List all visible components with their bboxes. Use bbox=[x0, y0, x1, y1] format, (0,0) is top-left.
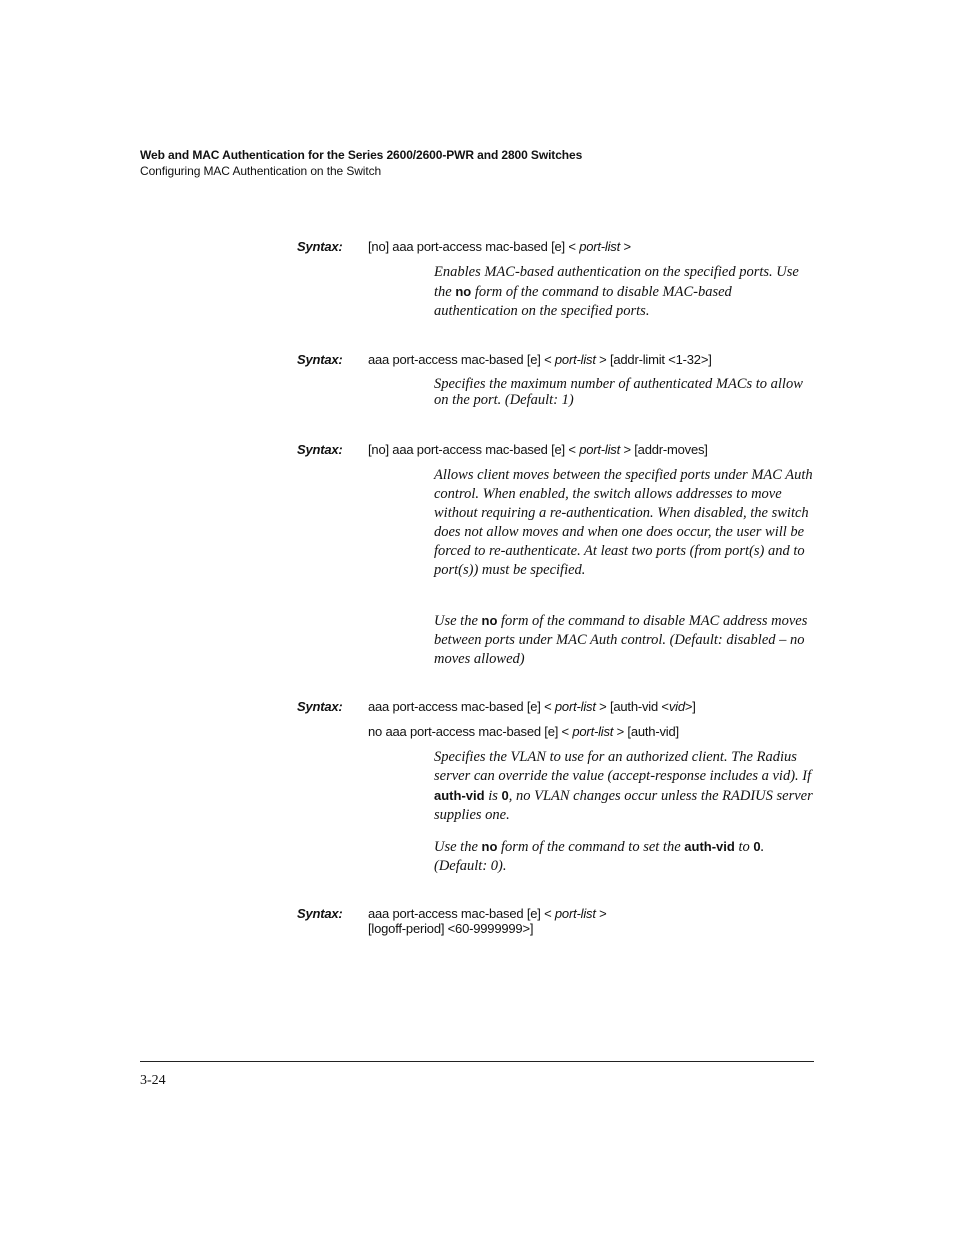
cmd-arg: vid bbox=[668, 699, 685, 714]
desc-text: , no VLAN changes occur unless the RADIUS server supplies one. bbox=[434, 788, 813, 823]
cmd-arg: port-list bbox=[554, 906, 596, 921]
desc-text: Specifies the VLAN to use for an authorized client. The Radius server can override the value (accept-response includes a vid). If bbox=[434, 749, 812, 784]
cmd-arg: port-list bbox=[554, 352, 596, 367]
cmd-text: > [addr-moves] bbox=[620, 442, 708, 457]
syntax-label: Syntax: bbox=[297, 906, 343, 921]
syntax-label: Syntax: bbox=[297, 442, 343, 457]
syntax-label: Syntax: bbox=[297, 352, 343, 367]
keyword-no: no bbox=[455, 284, 472, 299]
cmd-text: > [auth-vid < bbox=[595, 699, 669, 714]
syntax-command bbox=[368, 724, 679, 739]
cmd-text: > [auth-vid] bbox=[613, 724, 679, 739]
cmd-text: > [addr-limit <1-32>] bbox=[595, 352, 712, 367]
page-header-title: Web and MAC Authentication for the Series 2600/2600-PWR and 2800 Switches bbox=[140, 148, 583, 162]
syntax-command bbox=[368, 352, 712, 367]
syntax-command-continuation: [logoff-period] <60-9999999>] bbox=[368, 921, 534, 936]
cmd-arg: port-list bbox=[554, 699, 596, 714]
cmd-text: no aaa port-access mac-based [e] < bbox=[368, 724, 573, 739]
syntax-command bbox=[368, 239, 631, 254]
syntax-command bbox=[368, 442, 708, 457]
page-number: 3-24 bbox=[140, 1073, 166, 1088]
cmd-text: aaa port-access mac-based [e] < bbox=[368, 699, 555, 714]
desc-text: Use the bbox=[434, 839, 482, 855]
desc-text: is bbox=[484, 788, 502, 804]
syntax-description bbox=[434, 263, 816, 321]
syntax-description bbox=[434, 837, 816, 876]
desc-text: form of the command to disable MAC address moves between ports under MAC Auth control. (Default: disabled – no moves allowed) bbox=[434, 613, 808, 667]
cmd-text: [no] aaa port-access mac-based [e] < bbox=[368, 442, 580, 457]
cmd-arg: port-list bbox=[572, 724, 614, 739]
syntax-label: Syntax: bbox=[297, 699, 343, 714]
desc-text: form of the command to set the bbox=[497, 839, 685, 855]
cmd-text: > bbox=[595, 906, 607, 921]
desc-text: form of the command to disable MAC-based authentication on the specified ports. bbox=[434, 284, 732, 319]
footer-rule bbox=[140, 1061, 814, 1062]
syntax-description bbox=[434, 611, 816, 669]
syntax-description: Allows client moves between the specified ports under MAC Auth control. When enabled, the switch allows addresses to move without requiring a re-authentication. When disabled, the switch does not allow moves and when one does occur, the user will be forced to re-authenticate. At least two ports (from port(s) and to port(s)) must be specified. bbox=[434, 467, 813, 578]
cmd-text: aaa port-access mac-based [e] < bbox=[368, 352, 555, 367]
cmd-arg: port-list bbox=[579, 442, 621, 457]
cmd-text: >] bbox=[684, 699, 696, 714]
desc-text: to bbox=[734, 839, 754, 855]
cmd-text: aaa port-access mac-based [e] < bbox=[368, 906, 555, 921]
syntax-description: Specifies the maximum number of authenticated MACs to allow on the port. (Default: 1) bbox=[434, 376, 803, 408]
syntax-label: Syntax: bbox=[297, 239, 343, 254]
keyword-no: no bbox=[481, 839, 498, 854]
page-header-subtitle: Configuring MAC Authentication on the Switch bbox=[140, 164, 382, 178]
syntax-command bbox=[368, 699, 696, 714]
keyword-zero: 0 bbox=[753, 839, 761, 854]
desc-text: . (Default: 0). bbox=[434, 839, 765, 874]
syntax-command bbox=[368, 906, 607, 921]
keyword-no: no bbox=[481, 613, 498, 628]
desc-text: Enables MAC-based authentication on the specified ports. Use the bbox=[434, 264, 799, 300]
keyword-auth-vid: auth-vid bbox=[684, 839, 735, 854]
cmd-text: [no] aaa port-access mac-based [e] < bbox=[368, 239, 580, 254]
cmd-text: > bbox=[620, 239, 631, 254]
syntax-description bbox=[434, 748, 816, 825]
keyword-auth-vid: auth-vid bbox=[434, 788, 485, 803]
cmd-arg: port-list bbox=[579, 239, 621, 254]
desc-text: Use the bbox=[434, 613, 482, 629]
keyword-zero: 0 bbox=[501, 788, 509, 803]
